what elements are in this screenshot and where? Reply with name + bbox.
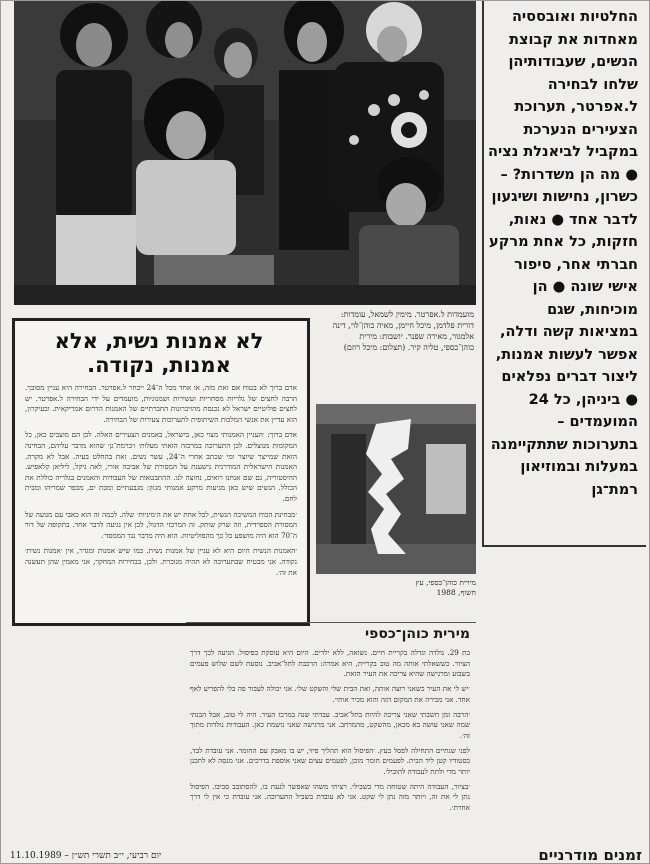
article-paragraph: אדם ברוך: ׳העניין האמנותי מצוי כאן, בישראל, באמנים הצעירים האלה. לכן הם מוצבים כאן, כל המקומות מנוצלים. לכן התערוכה במרכזה הזאתי מעלות׳ ו׳ברמת־גן׳ שהוא מדבר עליהם, הבחינה הזאת שמייצר שיוצר ומי שכתב אחרי ה־24, עשר נשים. זאת בהחלט בעיה. אבל לא מקרה. האמנות הישראלית המודרנית נישענת על המסורת של אביבה אורי, לאה ניקל, ליליאן קלאפיש. ההיסטוריה, גם שם אנחנו רואים, נחוצה לנו. ההתבטאות של העבודות והאמנים בגלריה כוללת את הכולל. הנשים שיש כאן מגיעות מרקע אמנותי מגוון: מגבעתיים ומבת ים, מכפר שמריהו ומבית לחם.	[25, 430, 297, 503]
artist-paragraph: ׳הרבה זמן חשבתי שאני צריכה להיות בתל־אביב. עבדתי שנה במרכז העיר. היה לי טוב, אבל הבנתי שמה שאני עושה בא מכאן, מהשקט, מהמרחב. אני מרגישה שאני נושמת כאן. העבודות נולדות מתוך זה׳.	[190, 709, 470, 740]
article-paragraph: אדם ברוך לא בטוח אם זאת מזה, או אחד מכל ה־24 ייבחר ל.אפרטר. הבחירה היא עניין מסובך. הרבה לחצים של גלריות מסחריות ועשירות ושמנוניות, מועמדים על ידי הבחירה ל.אפרטר. יש לחצים פוליטיים ישראל לא נכנסת מהזיכרונות החברתיים של האמנות הדרום אמריקאית. ובעיקרון, הוא עדיין את אנשי המלכות השיתופית לתערוכות צעירות של הבחירה.	[25, 383, 297, 424]
headline-box	[12, 318, 310, 626]
sculpture-caption: מירית כוהן־כספי, עץ חשוף, 1988	[415, 578, 476, 597]
headline: לא אמנות נשית, אלא אמנות, נקודה.	[54, 329, 264, 377]
artist-paragraph: בת 29. נולדה וגדלה בקריית חיים. נשואה, ללא ילדים. היום היא עוסקת בפיסול. הגיעה לכך דרך הציור. כששאלתי אותה מה טוב בקריית, היא אמרה: הרכבת לתל־אביב. נוסעת לשם שלוש פעמים בשבוע ומרגישה שהיא צריכה את העיר הזאת.	[190, 648, 470, 679]
artist-paragraph: ׳בציור, העבודה היתה שטוחה מדי בשבילי. רציתי משהו שאפשר לגעת בו, להסתובב סביבו. הפיסול נתן לי את זה, ויותר מזה נתן לי שקט. אני לא עובדת בשביל התערוכה. אני עובדת כי אין לי דרך אחרת׳.	[190, 781, 470, 813]
group-photo-image	[14, 0, 476, 305]
article-body	[25, 383, 297, 583]
issue-date: יום רביעי, י״ב תשרי תש״ן – 11.10.1989	[10, 851, 162, 861]
page-footer	[0, 846, 650, 864]
lead-column	[482, 0, 646, 547]
artist-paragraph: ׳יש לי את העיר כשאני רוצה אותה, ואת הבית שלי והשקט שלי. אני יכולה לעבור פה בלי להפריע לאף אחד. אני מכירה את המקום הזה והוא מכיר אותי׳.	[190, 684, 470, 704]
lead-text: החלטיות ואובססיה מאחדות את קבוצת הנשים, שעבודותיהן שלחו לבחירה ל.אפרטר, תערוכת הצעירים הנערכת במקביל לביאנלת נציה ● מה הן משדרות? – כשרון, נחישות ושיגעון לדבר אחד ● נאות, חזקות, כל אחת מרקע חברתי אחר, סיפור אישי שונה ● הן מוכיחות, שגם במציאות קשה ודלה, אפשר לעשות אמנות, ליצור דברים נפלאים ● ביניהן, כל 24 המועמדים – בתערוכות שתתקיימנה במעלות ובמוזיאון רמת־גן	[488, 9, 638, 498]
sculpture-photo	[316, 404, 476, 574]
photo-caption: מועמדות ל.אפרטר. מימין לשמאל, עומדות: דורית פלדמן, מיכל חיימן, מאיה כוהן־לוי, דינה אלמגור, מאירה שפנר. יושבות: מירית כוהן־כספי, טליה קיר. (תצלום: מיכל רוזם)	[332, 310, 474, 352]
artist-section	[186, 622, 476, 854]
sculpture-image	[316, 404, 476, 574]
group-photo	[14, 0, 476, 305]
section-divider	[186, 622, 476, 623]
article-paragraph: ׳מבחינת הכוח המשיכה הנשית, לכל אחת יש את ה׳מיניות׳ שלה. לכמה זה הוא כאבי עם מנועה של המסורת הספרדית, וזה שרק שותק. זה המרכזי הדגול, לכן אין נגיעה לדבר אחד. בתקופה של דור ה־70 הוא היה מושפע כל כך מהפוליטיות. הוא היה מדבר נגד הממסד׳.	[25, 509, 297, 540]
artist-text	[190, 648, 470, 818]
artist-name: מירית כוהן־כספי	[365, 626, 470, 642]
article-paragraph: ׳האמנות הנשית היום היא לא עניין של אמנות נשית. כמו שיש אמנות ומגדר, אין ׳אמנות נשית׳ נקודה. אני מבטיח שבתערוכה לא תהיה מנוכרת. ולכן, בבחירות המחקר, אני מאמין שהן תעשנה את זה׳.	[25, 546, 297, 577]
artist-paragraph: לפני שנתיים התחילה לפסל בעץ. ׳הפיסול הוא תהליך פיזי, יש בו מאבק עם החומר. אני עובדת לבד, בסטודיו קטן ליד הבית. לפעמים חומר מוכן, לפעמים עצים שאני אוספת בדרכים. אני מנסה לא לתכנן יותר מדי ולתת לעבודה להוביל׳.	[190, 745, 470, 777]
section-brand: זמנים מודרניים	[538, 846, 642, 864]
